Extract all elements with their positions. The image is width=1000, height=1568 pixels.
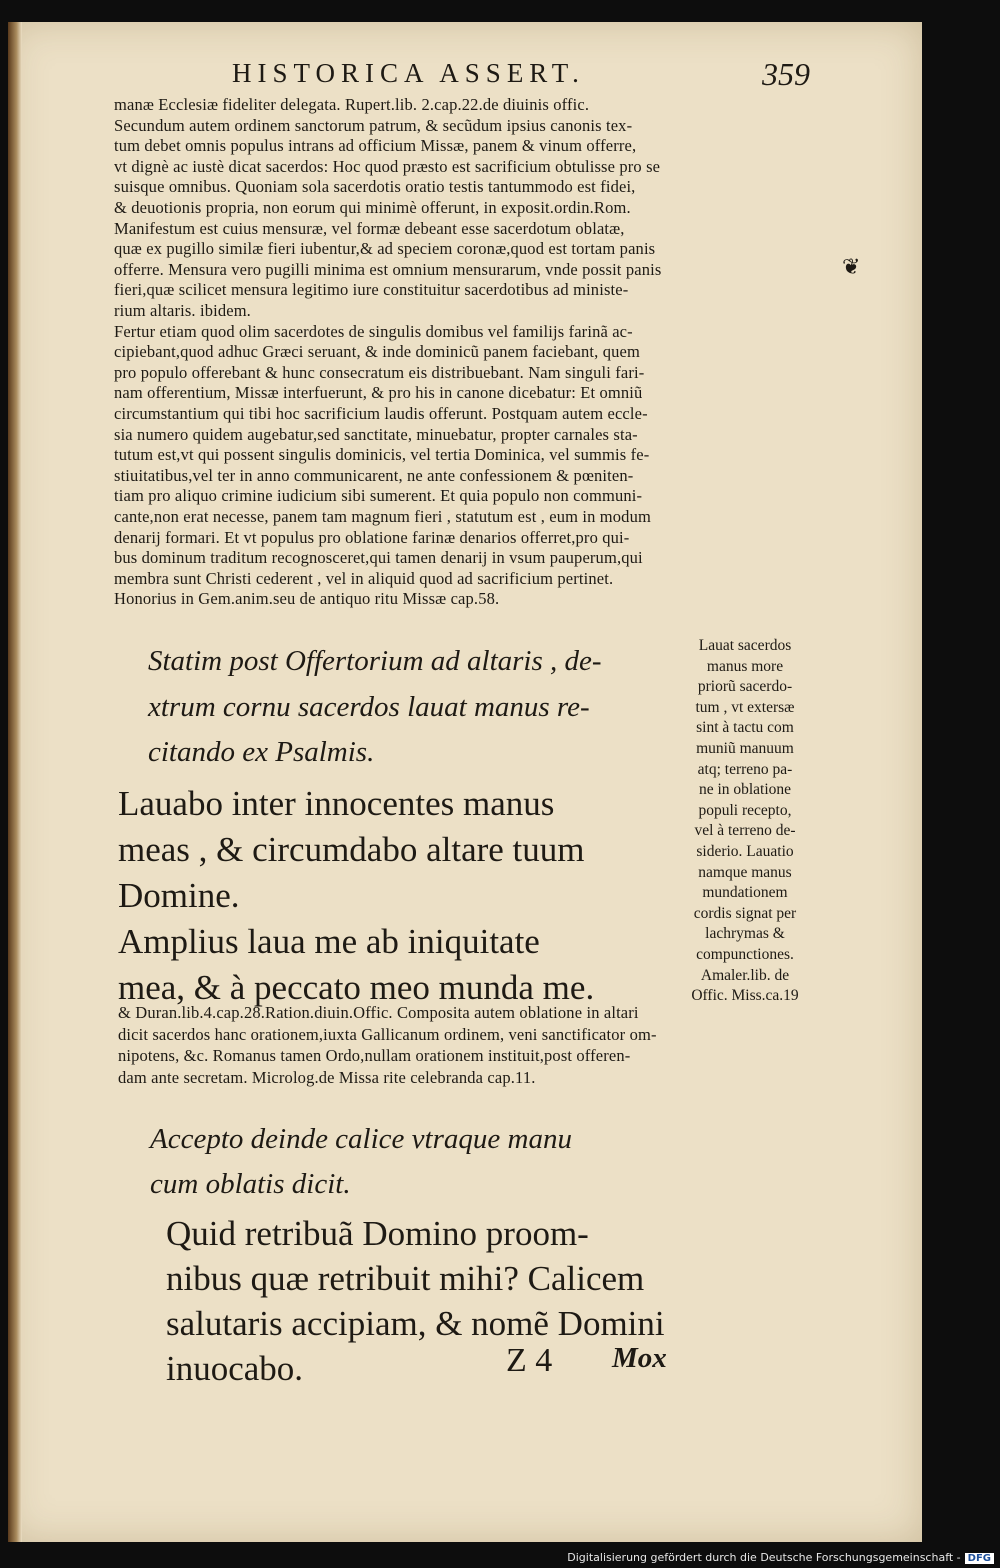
text-line: sia numero quidem augebatur,sed sanctitate, minuebatur, propter carnales sta-	[114, 424, 638, 444]
margin-note-line: Lauat sacerdos	[698, 637, 792, 654]
signature-mark: Z 4	[506, 1342, 553, 1379]
rubric-line: cum oblatis dicit.	[150, 1168, 351, 1200]
margin-note-line: siderio. Lauatio	[696, 843, 794, 860]
text-line: & deuotionis propria, non eorum qui minimè offerunt, in exposit.ordin.Rom.	[114, 198, 631, 217]
psalm-line: Domine.	[118, 876, 240, 915]
text-line: quæ ex pugillo similæ fieri iubentur,& ad speciem coronæ,quod est tortam panis	[114, 239, 656, 259]
text-line: Honorius in Gem.anim.seu de antiquo ritu Missæ cap.58.	[114, 589, 500, 609]
text-line: circumstantium qui tibi hoc sacrificium laudis offerunt. Postquam autem eccle-	[114, 404, 648, 423]
citation-line: & Duran.lib.4.cap.28.Ration.diuin.Offic. Composita autem oblatione in altari	[118, 1003, 639, 1022]
citation-line: nipotens, &c. Romanus tamen Ordo,nullam orationem instituit,post offeren-	[118, 1046, 631, 1065]
text-line: nam offerentium, Missæ interfuerunt, & pro his in canone dicebatur: Et omniũ	[114, 383, 643, 403]
text-line: stiuitatibus,vel ter in anno communicarent, ne ante confessionem & pœniten-	[114, 465, 634, 485]
margin-note-line: atq; terreno pa-	[697, 760, 793, 778]
margin-note-line: mundationem	[702, 884, 788, 902]
text-line: rium altaris. ibidem.	[114, 301, 251, 320]
margin-note-line: Offic. Miss.ca.19	[691, 987, 799, 1005]
credit-text: Digitalisierung gefördert durch die Deutsche Forschungsgemeinschaft -	[567, 1551, 961, 1564]
text-line: tum debet omnis populus intrans ad officium Missæ, panem & vinum offerre,	[114, 136, 637, 156]
rubric-line: Statim post Offertorium ad altaris , de-	[148, 645, 602, 677]
rubric-line: Accepto deinde calice vtraque manu	[150, 1123, 572, 1155]
margin-note-line: vel à terreno de-	[694, 822, 796, 840]
text-line: pro populo offerebant & hunc consecratum eis distribuebant. Nam singuli fari-	[114, 362, 645, 382]
margin-note-line: namque manus	[698, 863, 792, 881]
text-line: manæ Ecclesiæ fideliter delegata. Rupert.lib. 2.cap.22.de diuinis offic.	[114, 95, 590, 114]
text-line: Manifestum est cuius mensuræ, vel formæ debeant esse sacerdotum oblatæ,	[114, 218, 625, 238]
text-line: cipiebant,quod adhuc Græci seruant, & inde dominicũ panem faciebant, quem	[114, 342, 640, 362]
text-line: suisque omnibus. Quoniam sola sacerdotis oratio testis tantummodo est fidei,	[114, 177, 636, 197]
text-line: tutum est,vt qui possent singulis dominicis, vel tertia Dominica, vel summis fe-	[114, 445, 650, 465]
text-line: bus dominum traditum recognosceret,qui tamen denarij in vsum pauperum,qui	[114, 548, 643, 568]
prayer-line: inuocabo.	[166, 1349, 304, 1388]
psalm-line: mea, & à peccato meo munda me.	[118, 968, 595, 1007]
margin-note-line: lachrymas &	[705, 925, 785, 943]
margin-note-line: Amaler.lib. de	[700, 966, 790, 984]
margin-note-line: muniũ manuum	[696, 740, 794, 757]
prayer-line: salutaris accipiam, & nomẽ Domini	[166, 1304, 665, 1343]
psalm-line: Amplius laua me ab iniquitate	[118, 922, 540, 961]
citation-line: dam ante secretam. Microlog.de Missa rite celebranda cap.11.	[118, 1067, 536, 1087]
margin-note-line: priorũ sacerdo-	[697, 678, 793, 696]
margin-note-line: cordis signat per	[693, 904, 797, 922]
margin-note-line: ne in oblatione	[698, 781, 792, 799]
text-line: membra sunt Christi cederent , vel in aliquid quod ad sacrificium pertinet.	[114, 568, 614, 588]
text-line: tiam pro aliquo crimine iudicium sibi sumerent. Et quia populo non communi-	[114, 486, 643, 506]
psalm-line: meas , & circumdabo altare tuum	[118, 830, 585, 869]
psalm-line: Lauabo inter innocentes manus	[118, 784, 555, 823]
page-number: 359	[762, 56, 810, 92]
running-header: HISTORICA ASSERT.	[232, 58, 585, 88]
text-line: vt dignè ac iustè dicat sacerdos: Hoc quod præsto est sacrificium obtulisse pro se	[114, 156, 661, 176]
text-line: Secundum autem ordinem sanctorum patrum, & secũdum ipsius canonis tex-	[114, 115, 633, 135]
margin-note-line: populi recepto,	[698, 801, 792, 819]
prayer-line: Quid retribuã Domino proom-	[166, 1214, 589, 1253]
digitization-credit	[567, 1551, 994, 1564]
margin-note-line: compunctiones.	[696, 946, 794, 963]
text-line: offerre. Mensura vero pugilli minima est omnium mensurarum, vnde possit panis	[114, 259, 662, 279]
rubric-line: citando ex Psalmis.	[148, 736, 375, 768]
text-line: cante,non erat necesse, panem tam magnum fieri , statutum est , eum in modum	[114, 507, 651, 526]
prayer-line: nibus quæ retribuit mihi? Calicem	[166, 1259, 645, 1298]
rubric-line: xtrum cornu sacerdos lauat manus re-	[148, 690, 590, 723]
text-line: denarij formari. Et vt populus pro oblatione farinæ denarios offerret,pro qui-	[114, 527, 630, 547]
text-line: Fertur etiam quod olim sacerdotes de singulis domibus vel familijs farinã ac-	[114, 321, 633, 341]
dfg-logo: DFG	[965, 1553, 994, 1564]
text-line: fieri,quæ scilicet mensura legitimo iure constituitur sacerdotibus ad ministe-	[114, 280, 629, 300]
printer-ornament-icon: ❦	[842, 254, 861, 279]
citation-line: dicit sacerdos hanc orationem,iuxta Gallicanum ordinem, veni sanctificator om-	[118, 1024, 657, 1044]
margin-note-line: manus more	[706, 657, 784, 675]
page-gutter-shadow	[8, 22, 22, 1542]
margin-note-line: tum , vt extersæ	[695, 698, 795, 716]
catchword: Mox	[612, 1342, 667, 1374]
margin-note-line: sint à tactu com	[696, 719, 794, 737]
